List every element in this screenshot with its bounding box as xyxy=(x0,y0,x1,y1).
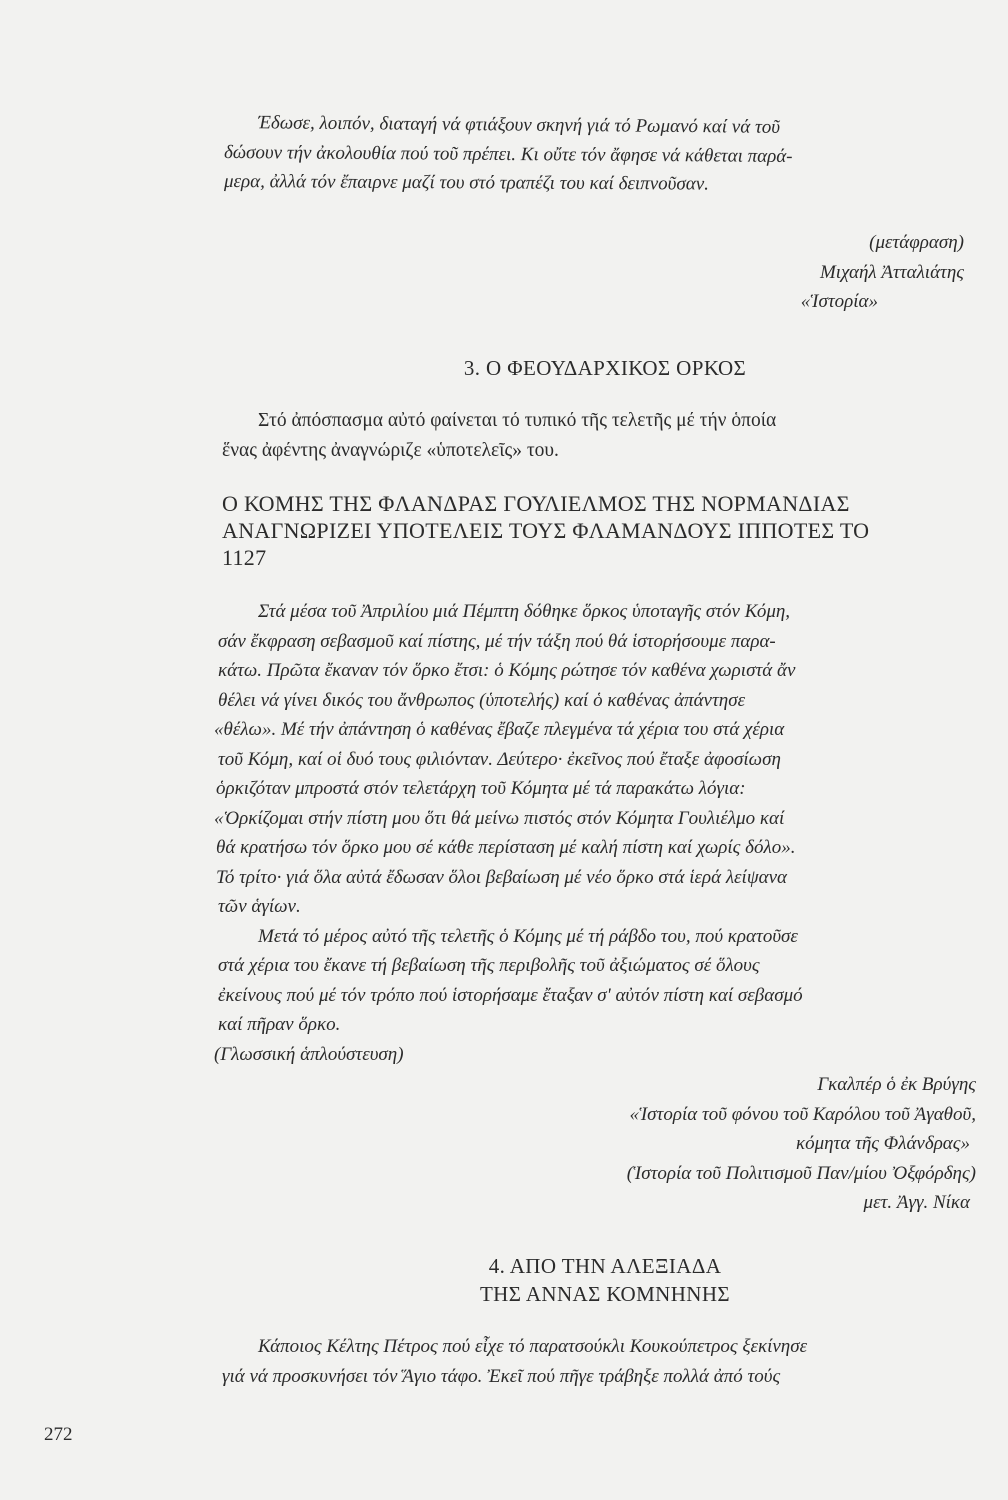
text-line: μετ. Ἀγγ. Νίκα xyxy=(863,1192,970,1213)
source-attribution-2 xyxy=(440,1070,976,1218)
opening-quote xyxy=(224,108,964,197)
text-line: τῶν ἁγίων. xyxy=(218,896,301,917)
text-line: δώσουν τήν ἀκολουθία πού τοῦ πρέπει. Κι οὔτε τόν ἄφησε νά κάθεται παρά- xyxy=(223,141,793,167)
text-line: Τό τρίτο· γιά ὅλα αὐτά ἔδωσαν ὅλοι βεβαίωση μέ νέο ὅρκο στά ἱερά λείψανα xyxy=(216,866,788,888)
text-line: θέλει νά γίνει δικός του ἄνθρωπος (ὑποτελής) καί ὁ καθένας ἀπάντησε xyxy=(218,689,746,711)
text-line: τοῦ Κόμη, καί οἱ δυό τους φιλιόνταν. Δεύτερο· ἐκεῖνος πού ἔταξε ἀφοσίωση xyxy=(218,748,781,770)
text-line: μερα, ἀλλά τόν ἔπαιρνε μαζί του στό τραπέζι του καί δειπνοῦσαν. xyxy=(223,171,709,195)
text-line: ὁρκιζόταν μπροστά στόν τελετάρχη τοῦ Κόμητα μέ τά παρακάτω λόγια: xyxy=(216,778,746,799)
text-line: «θέλω». Μέ τήν ἀπάντηση ὁ καθένας ἔβαζε πλεγμένα τά χέρια του στά χέρια xyxy=(214,719,785,740)
section-3-intro xyxy=(222,406,972,465)
document-subheading xyxy=(222,490,982,571)
text-line: στά χέρια του ἔκανε τή βεβαίωση τῆς περιβολῆς τοῦ ἀξιώματος σέ ὅλους xyxy=(218,955,760,976)
text-line: «Ἱστορία τοῦ φόνου τοῦ Καρόλου τοῦ Ἀγαθοῦ, xyxy=(629,1103,976,1125)
source-attribution-1 xyxy=(600,228,964,317)
text-line: Μιχαήλ Ἀτταλιάτης xyxy=(819,261,964,283)
text-line: 1127 xyxy=(222,545,267,570)
text-line: κόμητα τῆς Φλάνδρας» xyxy=(795,1133,970,1154)
page-number: 272 xyxy=(44,1424,73,1445)
text-line: καί πῆραν ὅρκο. xyxy=(218,1014,341,1035)
text-line: (Ἱστορία τοῦ Πολιτισμοῦ Παν/μίου Ὀξφόρδης) xyxy=(626,1162,976,1184)
section-4-title xyxy=(380,1252,830,1308)
text-line: κάτω. Πρῶτα ἔκαναν τόν ὅρκο ἔτσι: ὁ Κόμης ρώτησε τόν καθένα χωριστά ἄν xyxy=(218,660,796,681)
text-line: «Ἱστορία» xyxy=(800,291,878,312)
text-line: Στά μέσα τοῦ Ἀπριλίου μιά Πέμπτη δόθηκε ὅρκος ὑποταγῆς στόν Κόμη, xyxy=(258,601,791,622)
text-line: Γκαλπέρ ὁ ἐκ Βρύγης xyxy=(817,1074,976,1095)
section-3-title: 3. Ο ΦΕΟΥΔΑΡΧΙΚΟΣ ΟΡΚΟΣ xyxy=(463,356,747,380)
text-line: ἕνας ἀφέντης ἀναγνώριζε «ὑποτελεῖς» του. xyxy=(222,439,559,461)
text-line: γιά νά προσκυνήσει τόν Ἅγιο τάφο. Ἐκεῖ πού πῆγε τράβηξε πολλά ἀπό τούς xyxy=(222,1365,781,1387)
text-line: Ο ΚΟΜΗΣ ΤΗΣ ΦΛΑΝΔΡΑΣ ΓΟΥΛΙΕΛΜΟΣ ΤΗΣ ΝΟΡΜΑΝΔΙΑΣ xyxy=(222,491,850,516)
text-line: 4. ΑΠΟ ΤΗΝ ΑΛΕΞΙΑΔΑ xyxy=(488,1254,722,1278)
text-line: ΑΝΑΓΝΩΡΙΖΕΙ ΥΠΟΤΕΛΕΙΣ ΤΟΥΣ ΦΛΑΜΑΝΔΟΥΣ ΙΠΠΟΤΕΣ ΤΟ xyxy=(222,518,870,543)
section-4-text xyxy=(214,1332,978,1391)
simplification-note: (Γλωσσική ἁπλούστευση) xyxy=(214,1044,404,1065)
text-line: «Ὁρκίζομαι στήν πίστη μου ὅτι θά μείνω πιστός στόν Κόμητα Γουλιέλμο καί xyxy=(214,807,785,829)
text-line: Κάποιος Κέλτης Πέτρος πού εἶχε τό παρατσούκλι Κουκούπετρος ξεκίνησε xyxy=(258,1336,808,1357)
text-line: Έδωσε, λοιπόν, διαταγή νά φτιάξουν σκηνή γιά τό Ρωμανό καί νά τοῦ xyxy=(257,112,781,138)
text-line: ἐκείνους πού μέ τόν τρόπο πού ἱστορήσαμε ἔταξαν σ' αὐτόν πίστη καί σεβασμό xyxy=(218,984,803,1006)
main-text xyxy=(214,597,978,1040)
text-line: Στό ἀπόσπασμα αὐτό φαίνεται τό τυπικό τῆς τελετῆς μέ τήν ὁποία xyxy=(258,410,777,431)
text-line: θά κρατήσω τόν ὅρκο μου σέ κάθε περίσταση μέ καλή πίστη καί χωρίς δόλο». xyxy=(216,837,796,858)
text-line: σάν ἔκφραση σεβασμοῦ καί πίστης, μέ τήν τάξη πού θά ἱστορήσουμε παρα- xyxy=(218,630,776,652)
text-line: Μετά τό μέρος αὐτό τῆς τελετῆς ὁ Κόμης μέ τή ράβδο του, πού κρατοῦσε xyxy=(258,925,798,947)
text-line: (μετάφραση) xyxy=(869,232,964,253)
text-line: ΤΗΣ ΑΝΝΑΣ ΚΟΜΝΗΝΗΣ xyxy=(479,1282,731,1306)
